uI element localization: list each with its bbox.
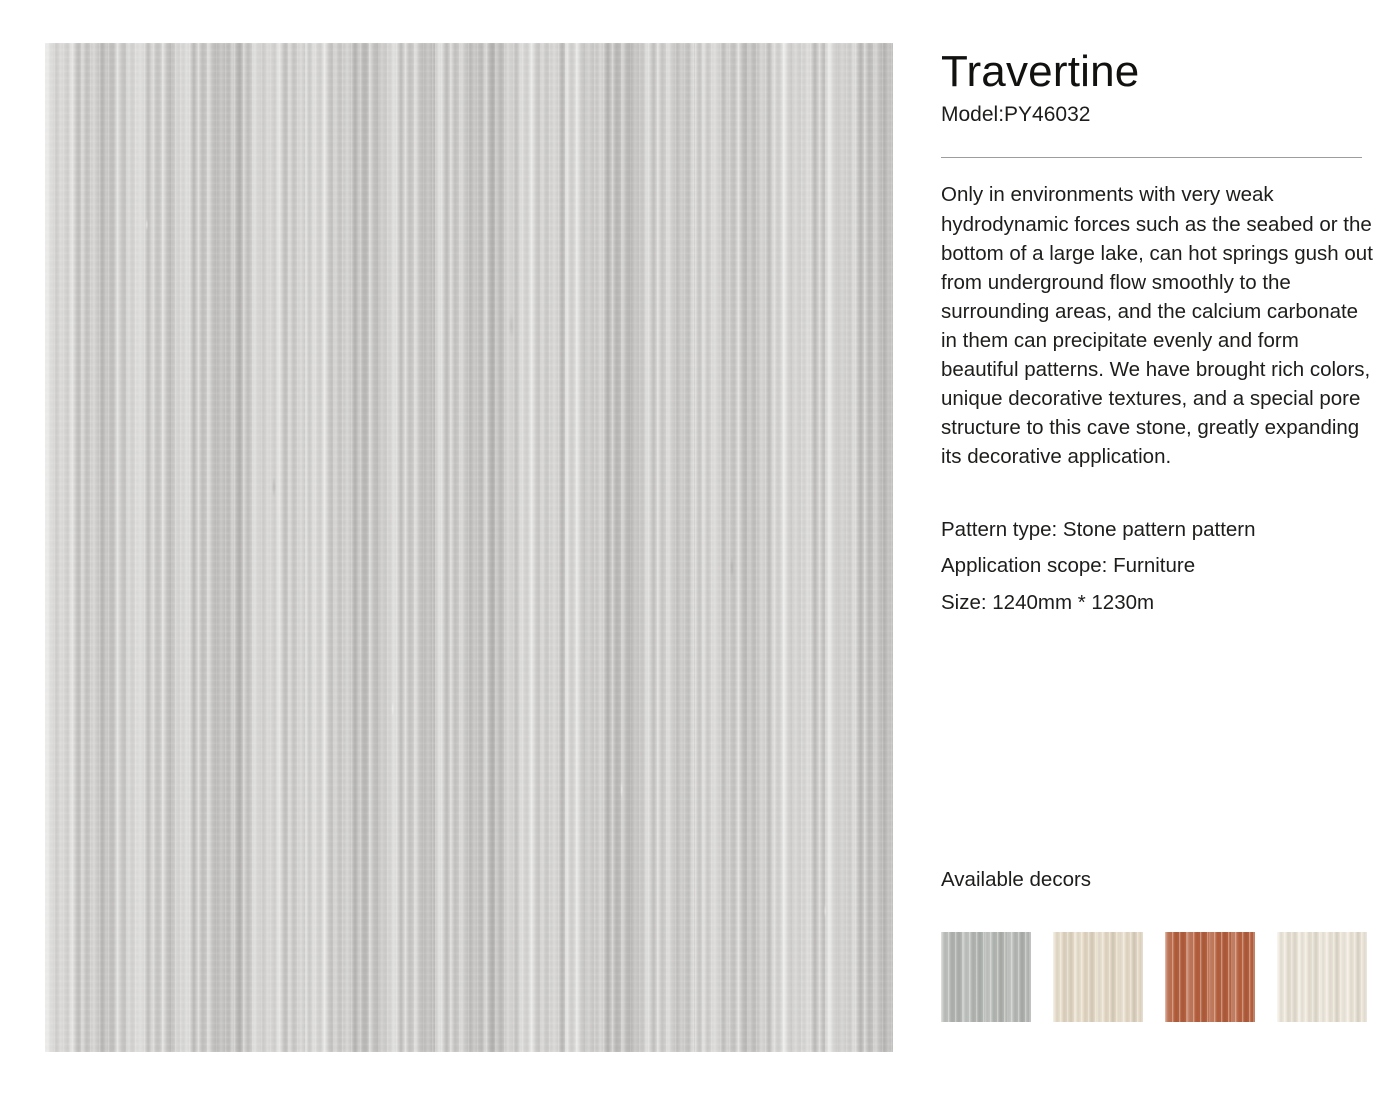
decor-swatch-beige-texture <box>1053 932 1143 1022</box>
decor-swatch-beige[interactable] <box>1053 932 1143 1022</box>
spec-pattern-type: Pattern type: Stone pattern pattern <box>941 517 1256 541</box>
decor-swatch-terracotta-texture <box>1165 932 1255 1022</box>
product-specs <box>941 512 1371 621</box>
travertine-grain-overlay <box>45 43 893 1052</box>
decor-swatch-cream-texture <box>1277 932 1367 1022</box>
available-decors-list <box>941 932 1367 1022</box>
product-texture-image <box>45 43 893 1052</box>
decor-swatch-grey[interactable] <box>941 932 1031 1022</box>
product-description: Only in environments with very weak hydrodynamic forces such as the seabed or the bottom of a large lake, can hot springs gush out from underground flow smoothly to the surrounding areas, and the calcium carbonate in them can precipitate evenly and form beautiful patterns. We have brought rich colors, unique decorative textures, and a special pore structure to this cave stone, greatly expanding its decorative application. <box>941 183 1373 469</box>
available-decors-heading: Available decors <box>941 868 1092 891</box>
spec-size: Size: 1240mm * 1230m <box>941 590 1155 614</box>
product-model: Model:PY46032 <box>941 103 1091 127</box>
spec-application-scope: Application scope: Furniture <box>941 554 1196 578</box>
divider <box>941 157 1362 158</box>
product-info <box>941 47 1371 621</box>
decor-swatch-terracotta[interactable] <box>1165 932 1255 1022</box>
decor-swatch-cream[interactable] <box>1277 932 1367 1022</box>
page-title: Travertine <box>941 47 1140 96</box>
decor-swatch-grey-texture <box>941 932 1031 1022</box>
